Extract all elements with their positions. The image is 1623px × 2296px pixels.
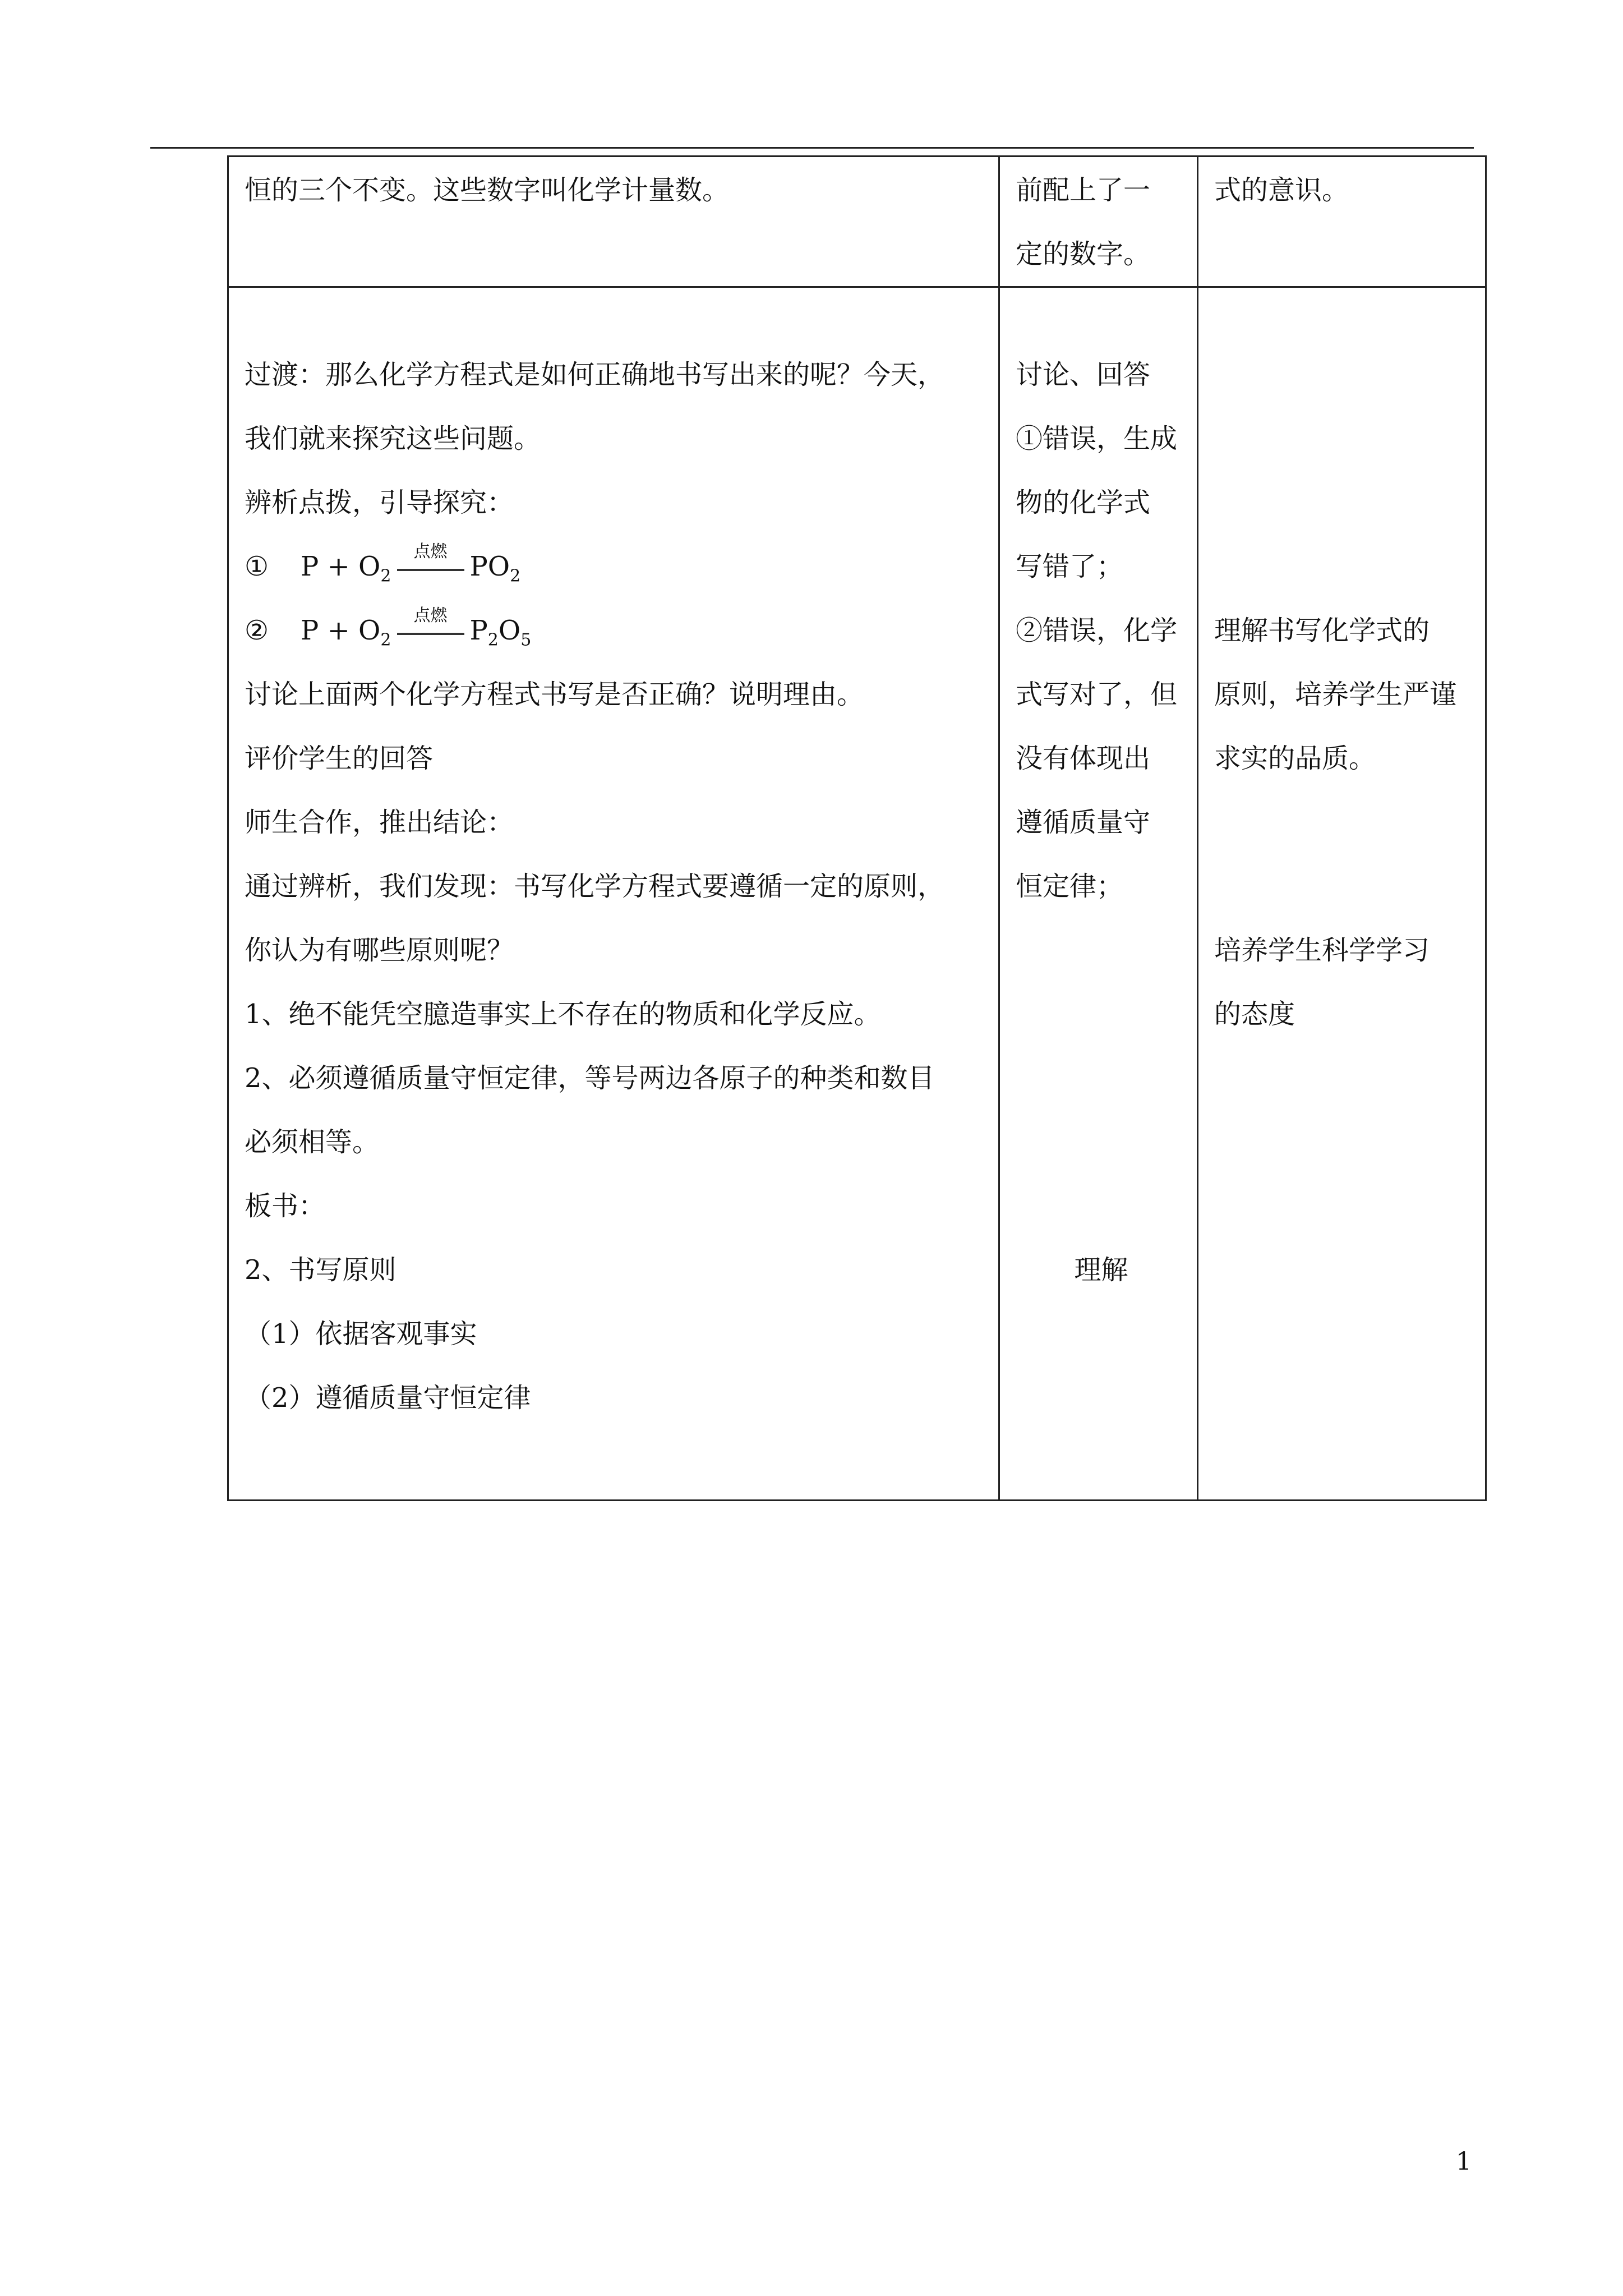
text-line: 原则，培养学生严谨 — [1214, 679, 1457, 710]
text-line: 理解 — [1074, 1254, 1128, 1286]
text-line: 式写对了，但 — [1016, 679, 1178, 710]
text-line: 师生合作，推出结论： — [245, 807, 514, 838]
text-line: 通过辨析，我们发现：书写化学方程式要遵循一定的原则， — [245, 871, 945, 902]
plus-sign: + — [327, 615, 350, 646]
design-intent-cell — [1198, 157, 1486, 287]
plus-sign: + — [327, 551, 350, 582]
text-line: （1）依据客观事实 — [245, 1318, 477, 1350]
subscript: 2 — [380, 630, 391, 650]
subscript: 5 — [520, 630, 532, 650]
reactant-o: O — [358, 615, 381, 646]
reactant-o: O — [358, 551, 381, 582]
text-line: 没有体现出 — [1016, 743, 1151, 774]
text-line: 前配上了一 — [1016, 174, 1151, 206]
text-line: 求实的品质。 — [1214, 743, 1376, 774]
table-row — [228, 157, 1486, 287]
equation-number: ① — [245, 551, 269, 582]
product: P — [469, 615, 488, 646]
text-line: 板书： — [245, 1190, 326, 1222]
equation-number: ② — [245, 615, 269, 646]
text-line: （2）遵循质量守恒定律 — [245, 1382, 531, 1414]
student-activity-cell — [999, 287, 1198, 1501]
design-intent-cell — [1198, 287, 1486, 1501]
product: PO — [469, 551, 510, 582]
reactant-p: P — [301, 615, 319, 646]
text-line: 恒定律； — [1016, 871, 1124, 902]
text-line: 定的数字。 — [1016, 238, 1151, 270]
reactant-p: P — [301, 551, 319, 582]
text-line: 遵循质量守 — [1016, 807, 1151, 838]
text-line: 写错了； — [1016, 551, 1124, 582]
text-line: 的态度 — [1214, 999, 1295, 1030]
text-line: 你认为有哪些原则呢？ — [245, 935, 514, 966]
lesson-plan-table — [227, 155, 1487, 1501]
text-line: 必须相等。 — [245, 1126, 380, 1158]
teacher-activity-cell — [228, 287, 999, 1501]
text-line: 式的意识。 — [1214, 174, 1349, 206]
text-line: 1、绝不能凭空臆造事实上不存在的物质和化学反应。 — [245, 999, 881, 1030]
reaction-arrow — [397, 541, 464, 574]
text-line: ②错误，化学 — [1016, 615, 1178, 646]
text-line: 过渡：那么化学方程式是如何正确地书写出来的呢？今天， — [245, 359, 945, 390]
text-line: 物的化学式 — [1016, 487, 1151, 518]
product: O — [498, 615, 521, 646]
text-line: 培养学生科学学习 — [1214, 935, 1430, 966]
text-line: 理解书写化学式的 — [1214, 615, 1430, 646]
text-line: 讨论上面两个化学方程式书写是否正确？说明理由。 — [245, 679, 864, 710]
text-line: 2、书写原则 — [245, 1254, 396, 1286]
equation-2 — [245, 599, 988, 662]
reaction-arrow — [397, 605, 464, 638]
text-line: 评价学生的回答 — [245, 743, 434, 774]
table-row — [228, 287, 1486, 1501]
subscript: 2 — [487, 630, 499, 650]
header-rule — [150, 147, 1474, 149]
text-line: 讨论、回答 — [1016, 359, 1151, 390]
student-activity-cell — [999, 157, 1198, 287]
text-line: 我们就来探究这些问题。 — [245, 423, 541, 454]
text-line: 恒的三个不变。这些数字叫化学计量数。 — [245, 174, 730, 206]
reaction-condition: 点燃 — [413, 541, 448, 562]
text-line: 2、必须遵循质量守恒定律，等号两边各原子的种类和数目 — [245, 1062, 935, 1094]
subscript: 2 — [380, 566, 391, 586]
text-line: 辨析点拨，引导探究： — [245, 487, 514, 518]
subscript: 2 — [510, 566, 521, 586]
page-number: 1 — [1456, 2147, 1472, 2176]
reaction-condition: 点燃 — [413, 605, 448, 625]
teacher-activity-cell — [228, 157, 999, 287]
text-line: ①错误，生成 — [1016, 423, 1178, 454]
equation-1 — [245, 535, 988, 599]
